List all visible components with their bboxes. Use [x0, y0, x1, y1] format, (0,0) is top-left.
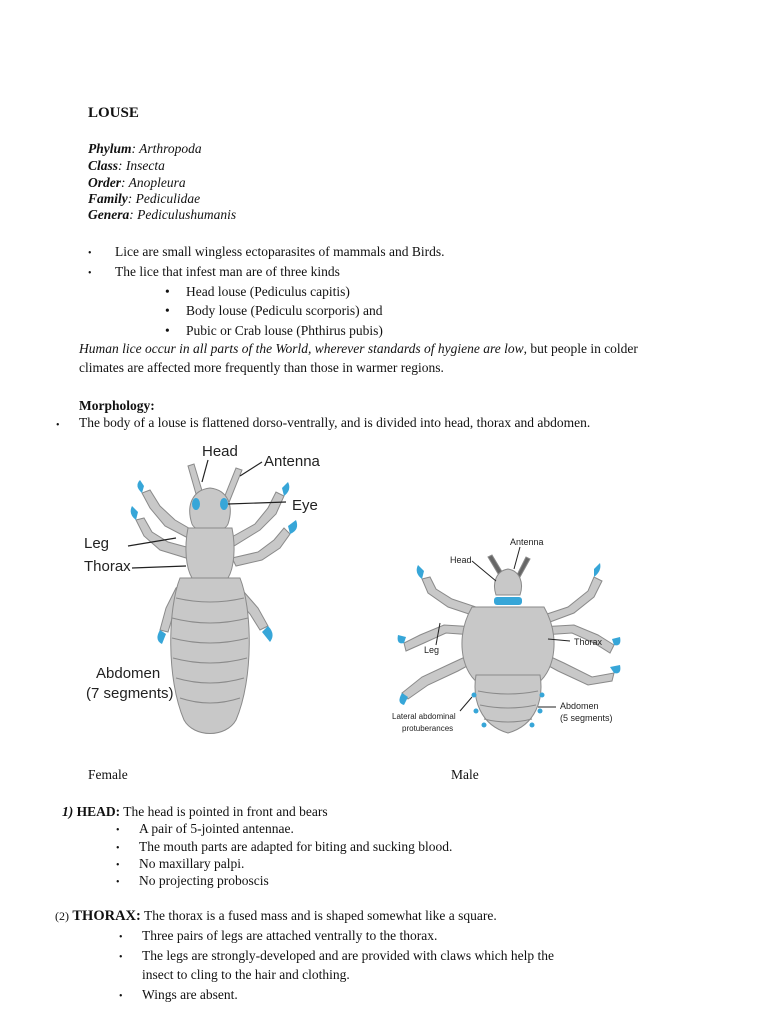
hygiene-paragraph-line2: climates are affected more frequently than those in warmer regions.: [79, 360, 444, 375]
page-title: LOUSE: [88, 105, 139, 121]
male-label-thorax: Thorax: [574, 637, 603, 647]
female-label-antenna: Antenna: [264, 453, 320, 470]
taxonomy-value: : Insecta: [118, 158, 165, 173]
thorax-bullet-continuation: insect to cling to the hair and clothing.: [142, 967, 350, 982]
bullet-icon: •: [119, 932, 123, 943]
female-label-abdomen: Abdomen: [96, 665, 161, 682]
thorax-section-text: The thorax is a fused mass and is shaped somewhat like a square.: [140, 908, 497, 923]
head-bullet: No projecting proboscis: [139, 873, 269, 888]
female-label-thorax: Thorax: [84, 558, 131, 575]
bullet-icon: •: [119, 952, 123, 963]
taxonomy-key: Phylum: [88, 141, 132, 156]
bullet-icon: •: [88, 248, 92, 259]
thorax-bullet: Three pairs of legs are attached ventrally to the thorax.: [142, 928, 438, 943]
taxonomy-value: : Pediculushumanis: [129, 207, 237, 222]
taxonomy-value: : Anopleura: [121, 175, 186, 190]
head-bullet: A pair of 5-jointed antennae.: [139, 821, 294, 836]
female-label-leg: Leg: [84, 535, 110, 552]
head-bullet: The mouth parts are adapted for biting and sucking blood.: [139, 839, 453, 854]
male-label-protuberances: protuberances: [402, 724, 454, 733]
taxonomy-key: Genera: [88, 207, 130, 222]
thorax-bullet: Wings are absent.: [142, 987, 238, 1002]
female-label-eye: Eye: [292, 497, 318, 514]
bullet-icon: •: [165, 284, 170, 299]
bullet-icon: •: [116, 843, 120, 854]
hygiene-paragraph: [79, 341, 638, 357]
male-label-lateral: Lateral abdominal: [392, 712, 456, 721]
female-label-head: Head: [202, 443, 238, 460]
male-label-abdomen: Abdomen: [560, 701, 599, 711]
head-bullet: No maxillary palpi.: [139, 856, 245, 871]
bullet-icon: •: [56, 420, 60, 431]
kind-item: Body louse (Pediculu scorporis) and: [186, 303, 383, 318]
hygiene-rest: , but people in colder: [523, 341, 638, 356]
bullet-icon: •: [165, 323, 170, 338]
bullet-icon: •: [116, 825, 120, 836]
head-section-number: 1): [62, 804, 74, 819]
bullet-icon: •: [88, 268, 92, 279]
thorax-bullet: The legs are strongly-developed and are provided with claws which help the: [142, 948, 554, 963]
taxonomy-key: Family: [88, 191, 128, 206]
taxonomy-value: : Arthropoda: [131, 141, 202, 156]
taxonomy-phylum: [88, 141, 202, 157]
taxonomy-value: : Pediculidae: [127, 191, 201, 206]
morphology-heading: Morphology:: [79, 398, 155, 413]
bullet-icon: •: [119, 991, 123, 1002]
bullet-icon: •: [116, 860, 120, 871]
female-louse-figure: [80, 438, 340, 768]
morphology-text: The body of a louse is flattened dorso-ventrally, and is divided into head, thorax and abdomen.: [79, 415, 591, 430]
taxonomy-key: Order: [88, 175, 121, 190]
male-label-segments: (5 segments): [560, 713, 613, 723]
hygiene-italic: Human lice occur in all parts of the World, wherever standards of hygiene are low: [79, 341, 524, 356]
taxonomy-family: [88, 191, 200, 207]
taxonomy-genera: [88, 207, 236, 223]
male-label-head: Head: [450, 555, 472, 565]
taxonomy-key: Class: [88, 158, 119, 173]
male-label-leg: Leg: [424, 645, 440, 655]
female-label-segments: (7 segments): [86, 685, 174, 702]
head-section-label: HEAD:: [76, 804, 121, 819]
male-caption: Male: [451, 767, 479, 782]
taxonomy-class: [88, 158, 165, 174]
kind-item: Pubic or Crab louse (Phthirus pubis): [186, 323, 383, 338]
bullet-icon: •: [165, 303, 170, 318]
head-section-text: The head is pointed in front and bears: [120, 804, 328, 819]
intro-bullet: The lice that infest man are of three kinds: [115, 264, 340, 279]
male-louse-figure: [388, 535, 628, 745]
thorax-section-number: (2): [55, 909, 69, 923]
head-section-title: [62, 804, 328, 820]
thorax-section-label: THORAX:: [72, 908, 141, 924]
male-label-antenna: Antenna: [510, 537, 544, 547]
taxonomy-order: [88, 175, 186, 191]
kind-item: Head louse (Pediculus capitis): [186, 284, 350, 299]
intro-bullet: Lice are small wingless ectoparasites of mammals and Birds.: [115, 244, 445, 259]
thorax-section-title: [55, 908, 497, 925]
female-caption: Female: [88, 767, 128, 782]
bullet-icon: •: [116, 877, 120, 888]
